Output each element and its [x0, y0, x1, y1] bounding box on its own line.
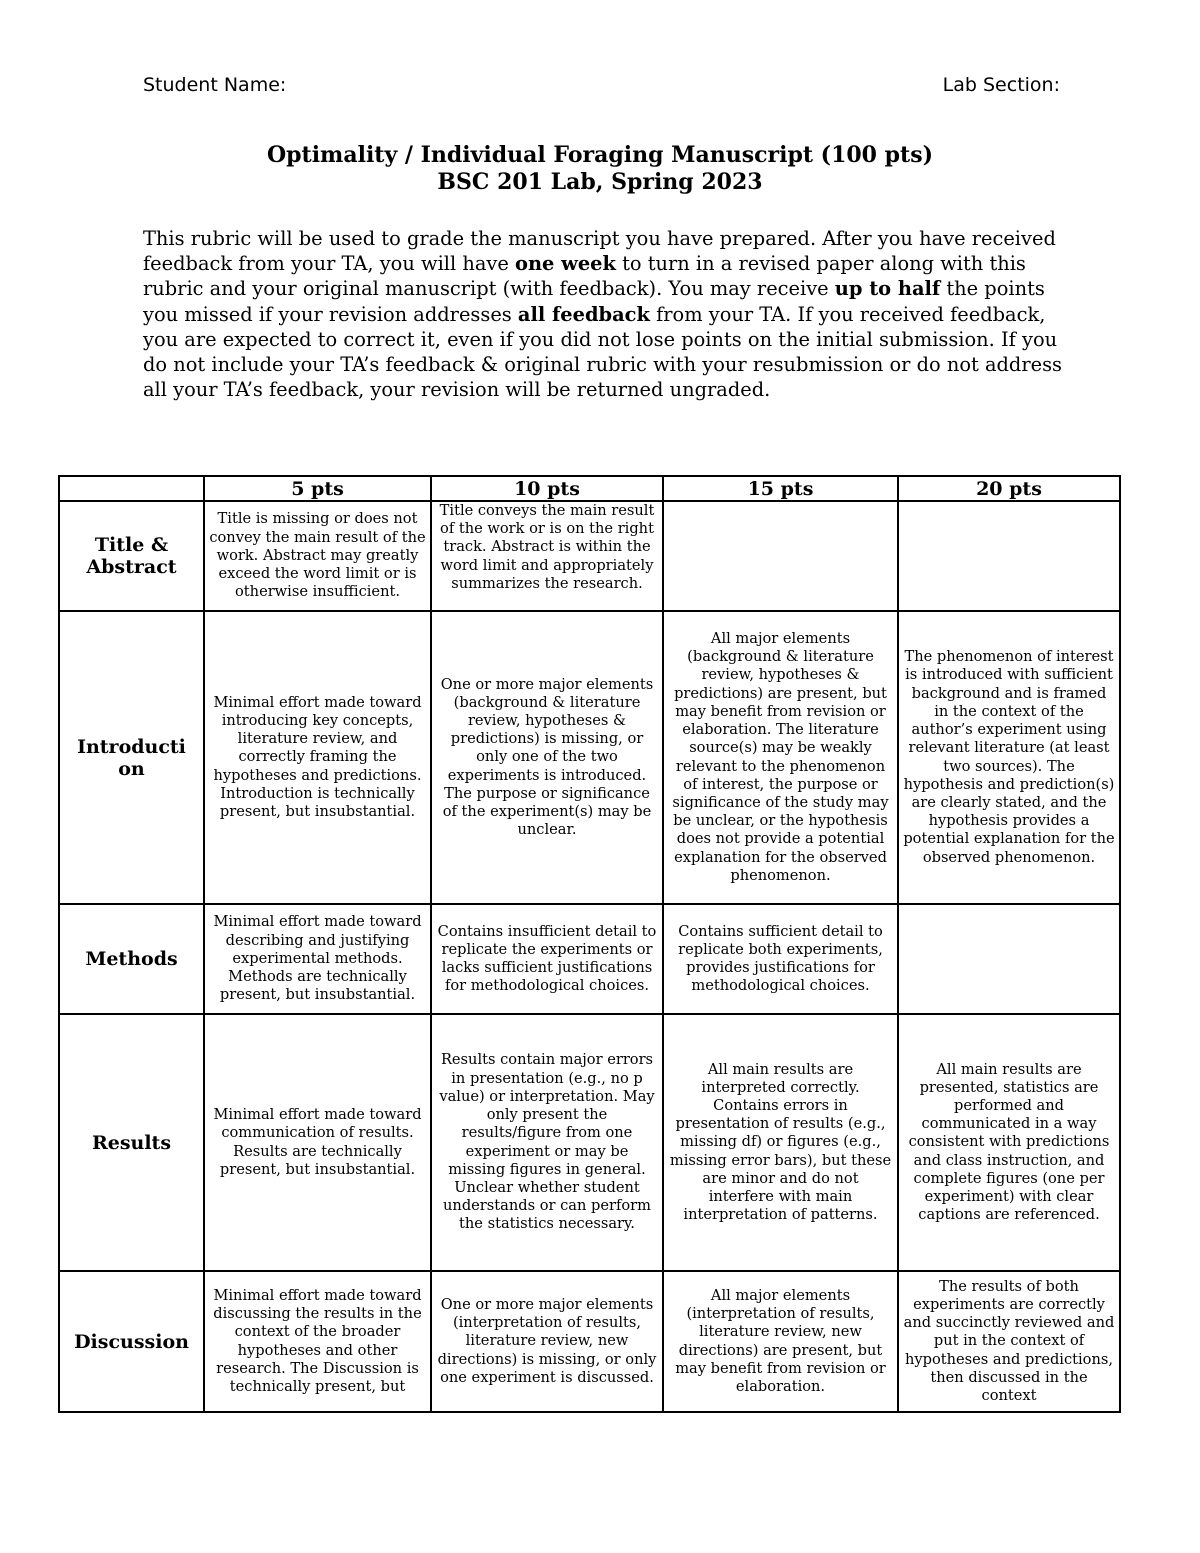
header-15-pts: 15 pts	[663, 476, 898, 501]
intro-text-3: the points you missed if your revision addresses	[143, 277, 1045, 326]
rubric-row-results	[59, 1014, 1120, 1271]
row-label-introduction: Introducti on	[59, 611, 204, 904]
header-line	[143, 74, 1060, 98]
intro-text-2: to turn in a revised paper along with this rubric and your original manuscript (with feedback). You may receive	[143, 252, 1026, 301]
cell-intro-5: Minimal effort made toward introducing key concepts, literature review, and correctly framing the hypotheses and predictions. Introduction is technically present, but insubstantial.	[204, 611, 431, 904]
rubric-row-discussion	[59, 1271, 1120, 1412]
rubric-row-methods	[59, 904, 1120, 1014]
row-label-discussion: Discussion	[59, 1271, 204, 1412]
row-label-methods: Methods	[59, 904, 204, 1014]
rubric-row-title-abstract	[59, 501, 1120, 611]
intro-text-1: This rubric will be used to grade the manuscript you have prepared. After you have received feedback from your TA, you will have	[143, 227, 1056, 276]
header-5-pts: 5 pts	[204, 476, 431, 501]
rubric-table	[58, 475, 1121, 1413]
cell-intro-20: The phenomenon of interest is introduced with sufficient background and is framed in the context of the author’s experiment using relevant literature (at least two sources). The hypothesis and prediction(s) are clearly stated, and the hypothesis provides a potential explanation for the observed phenomenon.	[898, 611, 1120, 904]
cell-results-15: All main results are interpreted correctly. Contains errors in presentation of results (e.g., missing df) or figures (e.g., missing error bars), but these are minor and do not interfere with main interpretation of patterns.	[663, 1014, 898, 1271]
cell-discussion-5: Minimal effort made toward discussing the results in the context of the broader hypotheses and other research. The Discussion is technically present, but	[204, 1271, 431, 1412]
header-corner	[59, 476, 204, 501]
student-name-label: Student Name:	[143, 74, 287, 96]
cell-discussion-10: One or more major elements (interpretation of results, literature review, new directions) is missing, or only one experiment is discussed.	[431, 1271, 663, 1412]
cell-title-15	[663, 501, 898, 611]
row-label-title-abstract: Title & Abstract	[59, 501, 204, 611]
cell-discussion-20: The results of both experiments are correctly and succinctly reviewed and put in the context of hypotheses and predictions, then discussed in the context	[898, 1271, 1120, 1412]
cell-results-10: Results contain major errors in presentation (e.g., no p value) or interpretation. May only present the results/figure from one experiment or may be missing figures in general. Unclear whether student understands or can perform the statistics necessary.	[431, 1014, 663, 1271]
cell-methods-5: Minimal effort made toward describing and justifying experimental methods. Methods are technically present, but insubstantial.	[204, 904, 431, 1014]
document-title	[0, 142, 1200, 196]
cell-discussion-15: All major elements (interpretation of results, literature review, new directions) are present, but may benefit from revision or elaboration.	[663, 1271, 898, 1412]
intro-bold-all-feedback: all feedback	[517, 302, 650, 326]
cell-results-5: Minimal effort made toward communication of results. Results are technically present, but insubstantial.	[204, 1014, 431, 1271]
cell-intro-15: All major elements (background & literature review, hypotheses & predictions) are present, but may benefit from revision or elaboration. The literature source(s) may be weakly relevant to the phenomenon of interest, the purpose or significance of the study may be unclear, or the hypothesis does not provide a potential explanation for the observed phenomenon.	[663, 611, 898, 904]
cell-intro-10: One or more major elements (background & literature review, hypotheses & predictions) is missing, or only one of the two experiments is introduced. The purpose or significance of the experiment(s) may be unclear.	[431, 611, 663, 904]
cell-methods-15: Contains sufficient detail to replicate both experiments, provides justifications for methodological choices.	[663, 904, 898, 1014]
cell-title-5: Title is missing or does not convey the main result of the work. Abstract may greatly exceed the word limit or is otherwise insufficient.	[204, 501, 431, 611]
cell-title-20	[898, 501, 1120, 611]
cell-methods-10: Contains insufficient detail to replicate the experiments or lacks sufficient justifications for methodological choices.	[431, 904, 663, 1014]
rubric-header-row	[59, 476, 1120, 501]
cell-methods-20	[898, 904, 1120, 1014]
row-label-results: Results	[59, 1014, 204, 1271]
title-line-2: BSC 201 Lab, Spring 2023	[437, 169, 763, 195]
intro-bold-up-to-half: up to half	[834, 277, 941, 301]
intro-bold-one-week: one week	[515, 252, 616, 276]
cell-results-20: All main results are presented, statistics are performed and communicated in a way consistent with predictions and class instruction, and complete figures (one per experiment) with clear captions are referenced.	[898, 1014, 1120, 1271]
lab-section-label: Lab Section:	[942, 74, 1060, 96]
header-20-pts: 20 pts	[898, 476, 1120, 501]
rubric-row-introduction	[59, 611, 1120, 904]
cell-title-10: Title conveys the main result of the work or is on the right track. Abstract is within the word limit and appropriately summarizes the research.	[431, 501, 663, 611]
intro-paragraph	[143, 226, 1073, 402]
intro-text-4: from your TA. If you received feedback, you are expected to correct it, even if you did not lose points on the initial submission. If you do not include your TA’s feedback & original rubric with your resubmission or do not address all your TA’s feedback, your revision will be returned ungraded.	[143, 302, 1062, 402]
title-line-1: Optimality / Individual Foraging Manuscript (100 pts)	[266, 142, 933, 168]
header-10-pts: 10 pts	[431, 476, 663, 501]
